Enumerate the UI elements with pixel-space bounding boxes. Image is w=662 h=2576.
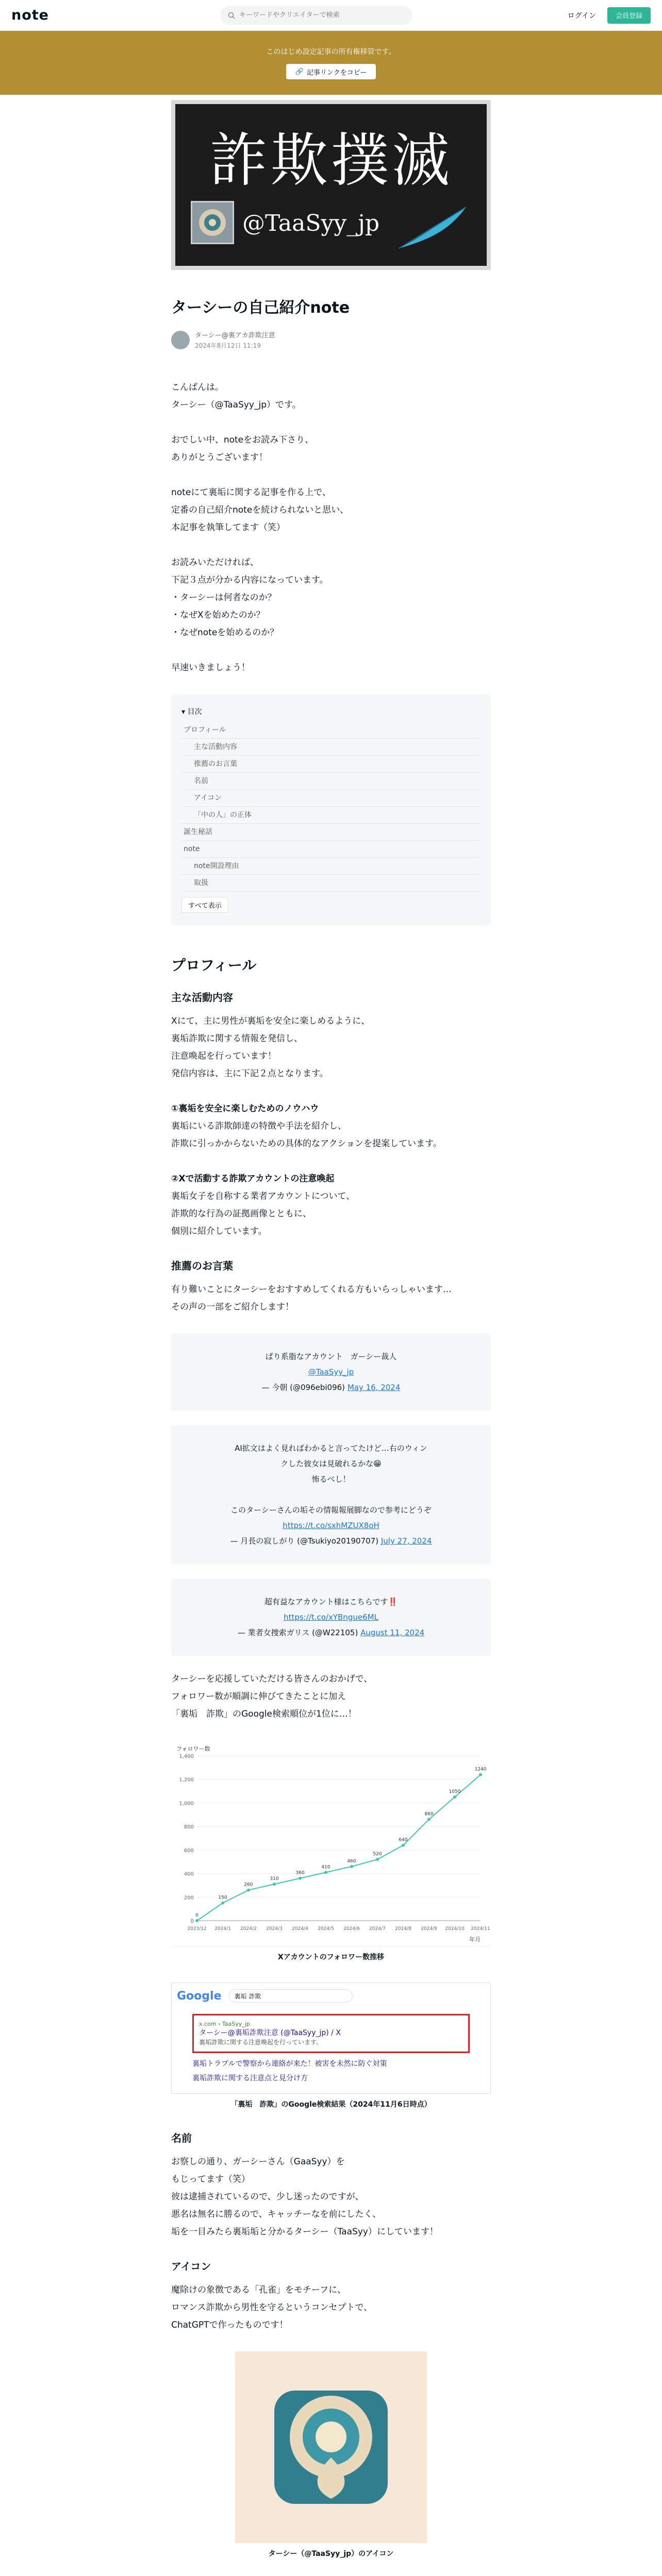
text-line: その声の一部をご紹介します！ (171, 1302, 294, 1312)
tweet-embed[interactable] (171, 1579, 491, 1656)
intro-line (171, 466, 491, 484)
thanks-text (171, 1670, 491, 1723)
peacock-icon (197, 207, 228, 238)
data-label: 310 (270, 1876, 279, 1882)
banner-text: このはじめ設定記事の所有権移管です。 (266, 48, 396, 56)
data-point (247, 1889, 250, 1892)
point1 (171, 1100, 491, 1153)
tweet-line: クした彼女は見破れるかな😁 (280, 1459, 382, 1468)
text-line: ChatGPTで作ったものです！ (171, 2320, 288, 2330)
data-point (221, 1902, 224, 1905)
intro-line (171, 414, 491, 431)
intro-line: 本記事を執筆してます（笑） (171, 522, 285, 533)
text-line: ターシーを応援していただける皆さんのおかげで、 (171, 1674, 373, 1684)
google-result (192, 2074, 470, 2083)
x-tick-label: 2024/2 (240, 1926, 257, 1931)
activity-heading: 主な活動内容 (171, 991, 233, 1004)
feather-icon (394, 202, 471, 253)
y-tick-label: 800 (184, 1824, 194, 1831)
intro-line: ・なぜXを始めたのか？ (171, 610, 265, 620)
name-heading: 名前 (171, 2132, 192, 2144)
data-point (324, 1871, 327, 1874)
tweet-line: 超有益なアカウント様はこちらです‼️ (264, 1597, 398, 1606)
hero-image (171, 100, 491, 270)
result-title: 裏垢トラブルで警察から連絡が来た！被害を未然に防ぐ対策 (192, 2060, 387, 2068)
hero-title: 詐欺撲滅 (209, 127, 453, 194)
data-label: 150 (218, 1895, 227, 1901)
intro-line: お読みいただければ、 (171, 557, 259, 568)
text-line: 発信内容は、主に下記２点となります。 (171, 1069, 328, 1079)
text-line: 裏垢女子を自称する業者アカウントについて、 (171, 1191, 355, 1201)
data-point (376, 1858, 379, 1861)
x-tick-label: 2024/6 (343, 1926, 360, 1931)
data-point (273, 1883, 276, 1886)
google-logo: Google (177, 1989, 222, 2003)
data-label: 360 (295, 1870, 305, 1876)
text-line: 彼は逮捕されているので、少し迷ったのですが、 (171, 2192, 364, 2202)
y-tick-label: 1,200 (179, 1777, 194, 1783)
y-tick-label: 0 (190, 1919, 194, 1924)
intro-line: ありがとうございます！ (171, 452, 268, 463)
intro-line: ターシー（@TaaSyy_jp）です。 (171, 400, 301, 410)
y-axis-label: フォロワー数 (176, 1745, 210, 1752)
text-line: もじってます（笑） (171, 2174, 250, 2184)
toc-item[interactable]: 主な活動内容 (181, 739, 481, 756)
toc-item[interactable]: 誕生秘話 (181, 824, 481, 841)
data-point (195, 1919, 198, 1922)
follower-chart-svg (171, 1740, 491, 1946)
search-box[interactable] (220, 6, 412, 25)
peacock-icon (254, 2370, 408, 2524)
intro-line: 早速いきましょう！ (171, 663, 250, 673)
search-icon (228, 12, 235, 19)
data-label: 640 (399, 1837, 408, 1843)
point2 (171, 1170, 491, 1240)
text-line: ロマンス詐欺から男性を守るというコンセプトで、 (171, 2302, 373, 2313)
toc-heading[interactable]: ▾ 目次 (181, 708, 202, 716)
hero-handle: @TaaSyy_jp (242, 210, 380, 236)
text-line: 裏垢にいる詐欺師達の特徴や手法を紹介し、 (171, 1121, 346, 1131)
tweet-embed[interactable] (171, 1425, 491, 1564)
data-point (479, 1773, 482, 1776)
tweet-line: ぱり系脂なアカウント ガーシー裁人 (265, 1352, 397, 1361)
tweet-line: AI拡文はよく見ればわかると言ってたけど…右のウィン (235, 1444, 427, 1453)
chart-caption: Xアカウントのフォロワー数推移 (278, 1953, 384, 1961)
toc-item[interactable]: プロフィール (181, 722, 481, 739)
link-icon: 🔗 (295, 67, 304, 76)
y-tick-label: 1,000 (179, 1801, 194, 1807)
text-line: 注意喚起を行っています！ (171, 1051, 276, 1061)
copy-link-label: 記事リンクをコピー (306, 69, 367, 77)
x-tick-label: 2024/5 (318, 1926, 334, 1931)
data-point (402, 1844, 405, 1847)
toc-item[interactable]: 名前 (181, 773, 481, 790)
tweet-date[interactable]: July 27, 2024 (380, 1536, 432, 1546)
result-url: x.com › TaaSyy_jp (199, 2021, 250, 2027)
intro-text (171, 379, 491, 676)
toc-item[interactable]: 「中の人」の正体 (181, 807, 481, 824)
tweet-date[interactable]: May 16, 2024 (347, 1383, 401, 1392)
toc-item[interactable]: note開設理由 (181, 858, 481, 875)
icon-caption: ターシー（@TaaSyy_jp）のアイコン (268, 2550, 394, 2558)
recommend-heading: 推薦のお言葉 (171, 1260, 233, 1272)
login-link[interactable]: ログイン (567, 11, 596, 20)
text-line: Xにて、主に男性が裏垢を安全に楽しめるように、 (171, 1016, 370, 1026)
hero-avatar (191, 201, 234, 244)
tweet-link[interactable]: https://t.co/xYBngue6ML (284, 1613, 378, 1622)
toc-item[interactable]: 取扱 (181, 875, 481, 892)
point1-title: ①裏垢を安全に楽しむためのノウハウ (171, 1104, 319, 1114)
text-line: 有り難いことにターシーをおすすめしてくれる方もいらっしゃいます… (171, 1284, 452, 1295)
y-tick-label: 1,400 (179, 1754, 194, 1759)
tweet-line: このターシーさんの垢その情報報展脚なので参考にどうぞ (230, 1505, 432, 1515)
data-label: 0 (195, 1913, 198, 1918)
google-screenshot (171, 1982, 491, 2094)
toc-item[interactable]: note (181, 841, 481, 858)
intro-line: 定番の自己紹介noteを続けられないと思い、 (171, 505, 349, 515)
data-label: 260 (244, 1882, 253, 1888)
note-logo[interactable]: note (11, 7, 49, 23)
text-line: 裏垢詐欺に関する情報を発信し、 (171, 1033, 303, 1044)
google-result (192, 2059, 470, 2069)
data-point (453, 1795, 456, 1799)
activity-text (171, 1012, 491, 1082)
x-tick-label: 2024/8 (395, 1926, 411, 1931)
x-axis-label: 年月 (469, 1936, 481, 1943)
intro-line (171, 536, 491, 554)
tweet-link[interactable]: https://t.co/sxhMZUX8oH (283, 1521, 379, 1530)
intro-line: こんばんは。 (171, 382, 224, 393)
data-point (299, 1877, 302, 1880)
search-input[interactable] (239, 11, 404, 19)
toc-show-all-button[interactable]: すべて表示 (181, 897, 228, 913)
google-result-highlighted (192, 2014, 470, 2053)
tweet-author: — 業者女捜索ガリス (@W22105) (237, 1628, 358, 1637)
x-tick-label: 2024/3 (266, 1926, 283, 1931)
icon-text (171, 2281, 491, 2334)
intro-line: ・なぜnoteを始めるのか？ (171, 628, 279, 638)
data-label: 860 (424, 1811, 434, 1817)
follower-chart (171, 1740, 491, 1946)
text-line: 個別に紹介しています。 (171, 1226, 267, 1236)
author-avatar[interactable] (171, 331, 190, 349)
x-tick-label: 2024/10 (445, 1926, 465, 1931)
icon-heading: アイコン (171, 2260, 211, 2273)
google-query: 裏垢 詐欺 (229, 1989, 353, 2003)
tweet-line (192, 1487, 470, 1502)
intro-line: ・ターシーは何者なのか？ (171, 592, 276, 603)
y-tick-label: 600 (184, 1848, 194, 1854)
x-tick-label: 2024/4 (292, 1926, 308, 1931)
text-line: 悪名は無名に勝るので、キャッチーなを前にしたく、 (171, 2209, 382, 2219)
series-line (197, 1775, 481, 1921)
tweet-line: 怖るべし！ (311, 1475, 351, 1484)
name-text (171, 2153, 491, 2241)
result-title: 裏垢詐欺に関する注意点と見分け方 (192, 2074, 308, 2082)
author-block[interactable] (171, 330, 491, 350)
peacock-image (235, 2351, 427, 2543)
data-label: 1050 (449, 1789, 461, 1794)
data-label: 520 (373, 1852, 382, 1857)
intro-line: おでしい中、noteをお読み下さり、 (171, 435, 314, 445)
tweet-author: — 月長の寂しがり (@Tsukiyo20190707) (230, 1536, 379, 1546)
text-line: 「裏垢 詐欺」のGoogle検索順位が1位に…！ (171, 1709, 357, 1719)
table-of-contents (171, 694, 491, 925)
x-tick-label: 2024/7 (369, 1926, 386, 1931)
y-tick-label: 400 (184, 1871, 194, 1877)
tweet-link[interactable]: @TaaSyy_jp (308, 1367, 354, 1377)
header (0, 0, 662, 31)
x-tick-label: 2024/1 (214, 1926, 231, 1931)
google-bar (177, 1988, 485, 2004)
x-tick-label: 2024/11 (471, 1926, 490, 1931)
intro-line: 下記３点が分かる内容になっています。 (171, 575, 328, 585)
tweet-date[interactable]: August 11, 2024 (360, 1628, 425, 1637)
x-tick-label: 2023/12 (187, 1926, 207, 1931)
text-line: お察しの通り、ガーシーさん（GaaSyy）を (171, 2157, 345, 2167)
data-label: 1240 (474, 1767, 487, 1772)
data-label: 460 (347, 1858, 356, 1864)
x-tick-label: 2024/9 (421, 1926, 437, 1931)
tweet-embed[interactable] (171, 1333, 491, 1411)
y-tick-label: 200 (184, 1895, 194, 1901)
text-line: 詐欺的な行為の証拠画像とともに、 (171, 1209, 311, 1219)
author-name[interactable]: ターシー@裏アカ詐欺注意 (195, 332, 275, 340)
transfer-banner (0, 31, 662, 95)
point2-title: ②Xで活動する詐欺アカウントの注意喚起 (171, 1174, 335, 1184)
copy-link-button[interactable] (286, 64, 376, 79)
google-caption: 「裏垢 詐欺」のGoogle検索結果（2024年11月6日時点） (230, 2100, 432, 2109)
recommend-text (171, 1281, 491, 1316)
toc-item[interactable]: アイコン (181, 790, 481, 807)
toc-item[interactable]: 推薦のお言葉 (181, 756, 481, 773)
text-line: フォロワー数が順調に伸びてきたことに加え (171, 1691, 346, 1702)
data-point (427, 1818, 431, 1821)
text-line: 詐欺に引っかからないための具体的なアクションを提案しています。 (171, 1139, 442, 1149)
data-point (350, 1865, 353, 1868)
result-desc: 裏垢詐欺に関する注意喚起を行っています。 (199, 2039, 323, 2046)
publish-date: 2024年8月12日 11:19 (195, 342, 261, 349)
text-line: 魔除けの象徴である「孔雀」をモチーフに、 (171, 2285, 346, 2295)
profile-heading: プロフィール (171, 957, 257, 974)
intro-line (171, 641, 491, 659)
result-title: ターシー@裏垢詐欺注意 (@TaaSyy_jp) / X (199, 2029, 341, 2037)
text-line: 垢を一目みたら裏垢垢と分かるターシー（TaaSyy）にしています！ (171, 2227, 438, 2237)
signup-button[interactable]: 会員登録 (607, 7, 651, 24)
tweet-author: — 今朝 (@096ebi096) (261, 1383, 345, 1392)
data-label: 410 (321, 1865, 330, 1870)
intro-line: noteにて裏垢に関する記事を作る上で、 (171, 487, 331, 498)
article-main (171, 95, 491, 2576)
article-title: ターシーの自己紹介note (171, 299, 350, 317)
